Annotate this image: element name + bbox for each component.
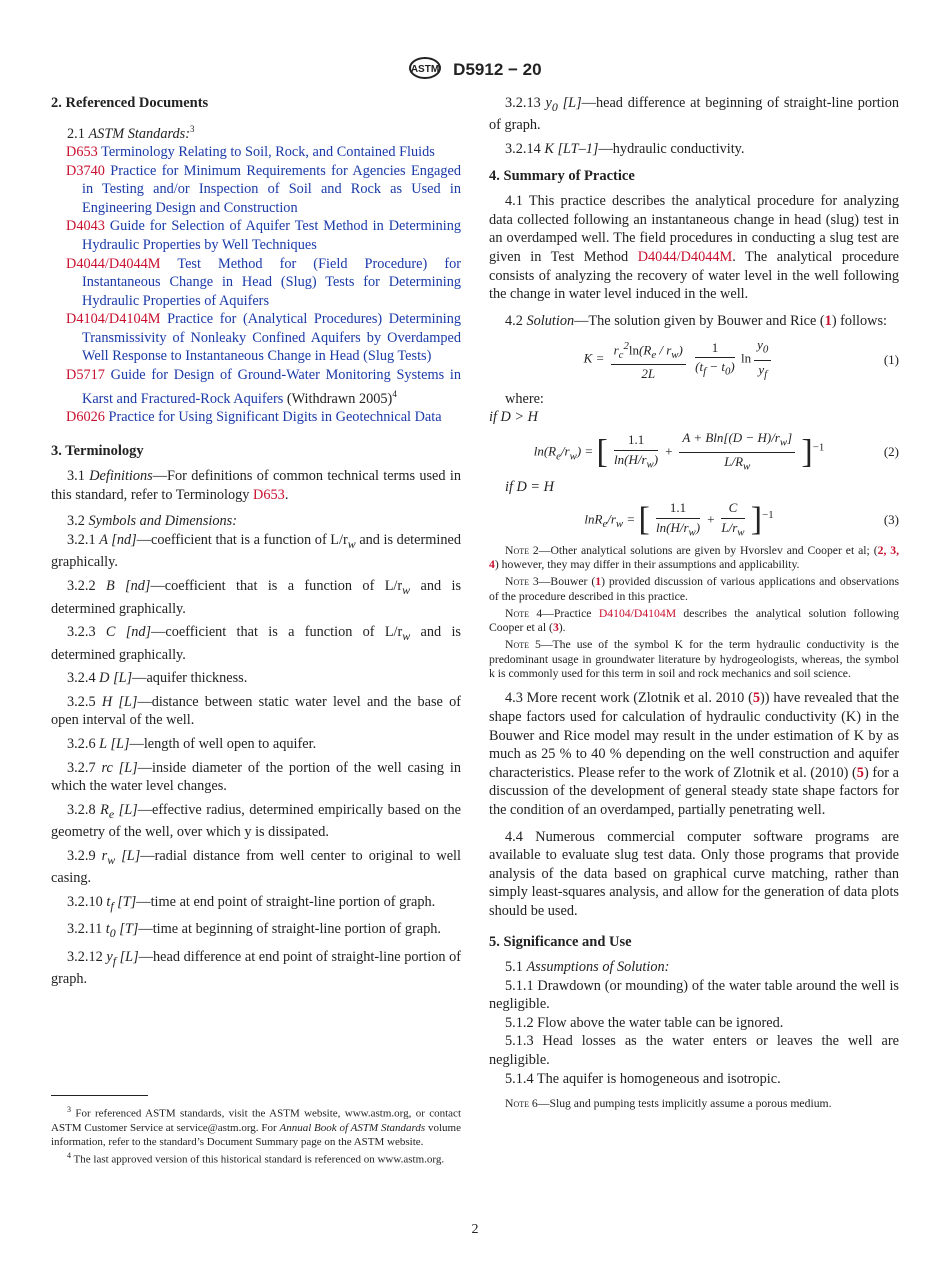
paragraph-3-1: 3.1 Definitions—For definitions of common technical terms used in this standard, refer to Terminology D653.	[51, 468, 461, 503]
term-list-continued	[489, 94, 899, 159]
term-symbol-sub: w	[107, 852, 116, 867]
paragraph-5-1-4: 5.1.4 The aquifer is homogeneous and isotropic.	[505, 1070, 781, 1087]
term-symbol: L [L]	[99, 735, 130, 752]
term-definition	[489, 94, 899, 135]
reference-title[interactable]: Practice for (Analytical Procedures) Determining Transmissivity of Nonleaky Confined Aquifers by Overdamped Well Response to Instantaneous Change in Head (Slug Tests)	[82, 311, 461, 365]
reference-title[interactable]: Guide for Selection of Aquifer Test Method in Determining Hydraulic Properties by Well Techniques	[82, 218, 461, 253]
note-citation[interactable]: 2, 3, 4	[489, 543, 900, 571]
term-definition	[51, 893, 461, 915]
term-symbol: K [LT–1]	[544, 141, 599, 158]
reference-item	[51, 366, 461, 408]
paragraph-5-1: 5.1 Assumptions of Solution:	[505, 959, 670, 976]
reference-item	[51, 255, 461, 311]
term-symbol: t	[106, 893, 111, 910]
reference-list	[51, 143, 461, 427]
term-unit: [L]	[557, 95, 582, 111]
equation-3: $\ln R_e/r_w$ = [ $\frac{1.1}{\ln(H/r_w)}$ + $\frac{C}{L/r_w}$ ]$^{-1}$ (3)	[584, 499, 899, 539]
citation-5b[interactable]: 5	[856, 764, 864, 781]
note-text: ) provided discussion of various applications and observations of the procedure described in this practice.	[489, 575, 899, 603]
term-definition	[51, 623, 461, 664]
term-text: —effective radius, determined empirically based on the geometry of the well, over which y is dissipated.	[51, 801, 461, 841]
reference-footnote-mark: 4	[392, 388, 397, 399]
footnote-4: $^4$ The last approved version of this historical standard is referenced on www.astm.org.	[67, 1150, 445, 1166]
reference-code[interactable]: D5717	[66, 367, 105, 384]
term-definition	[489, 140, 899, 159]
term-symbol-sub: f	[110, 898, 114, 913]
term-definition	[51, 577, 461, 618]
term-text: —head difference at beginning of straight-line portion of graph.	[489, 95, 899, 134]
term-text: —inside diameter of the portion of the well casing in which the water level changes.	[51, 759, 461, 795]
term-text: —radial distance from well center to original to well casing.	[51, 847, 461, 887]
term-tail: and is determined graphically.	[51, 624, 461, 663]
term-unit: [L]	[116, 948, 139, 965]
note-text: —The use of the symbol K for the term hydraulic conductivity is the predominant usage in groundwater literature by hydrogeologists, whereas, the symbol k is commonly used for this term in soil and rock mechanics and soil science.	[489, 638, 899, 681]
term-definition	[51, 948, 461, 989]
paragraph-5-1-1: 5.1.1 Drawdown (or mounding) of the water table around the well is negligible.	[489, 977, 899, 1013]
term-symbol: H [L]	[101, 693, 138, 710]
note-citation[interactable]: 1	[595, 575, 602, 589]
page-header	[0, 56, 950, 85]
reference-item	[51, 217, 461, 254]
term-text-sub: w	[402, 628, 411, 643]
term-definition	[51, 531, 461, 572]
term-symbol-sub: f	[112, 953, 117, 968]
link-d4044[interactable]: D4044/D4044M	[637, 249, 733, 266]
left-column	[51, 94, 461, 994]
term-text: —time at beginning of straight-line portion of graph.	[138, 921, 441, 938]
condition-1: if D > H	[489, 409, 538, 426]
reference-code[interactable]: D3740	[66, 162, 105, 179]
document-id: D5912 − 20	[453, 59, 542, 79]
term-symbol-sub: 0	[109, 926, 116, 941]
term-text: —hydraulic conductivity.	[598, 141, 745, 158]
term-symbol: C [nd]	[105, 624, 152, 641]
paragraph-4-3: 4.3 More recent work (Zlotnik et al. 2010 (5)) have revealed that the shape factors used for calculation of hydraulic conductivity (K) in the Bouwer and Rice model may result in the under estimation of K by as much as 25 % to 40 % depending on the well construction and aquifer characteristics. Please refer to the work of Zlotnik et al. (2010) (5) for a discussion of the development of general steady state shape factors for the condition of an overdamped, partially penetrating well.	[489, 690, 900, 818]
term-number: 3.2.4	[67, 670, 100, 687]
term-list	[51, 531, 461, 989]
term-symbol: rc [L]	[101, 759, 138, 776]
term-unit: [L]	[114, 801, 138, 818]
note-label: Note	[505, 638, 529, 652]
term-text-sub: w	[402, 582, 411, 597]
equation-1: K = $\frac{r_c^2\ln(R_e / r_w)}{2L}$ $\frac{1}{(t_f - t_0)}$ ln $\frac{y_0}{y_f}$ (1)	[489, 336, 899, 383]
note-text: —Bouwer (	[538, 575, 596, 589]
term-number: 3.2.9	[67, 847, 102, 864]
term-number: 3.2.13	[505, 95, 546, 111]
section-3-heading: 3. Terminology	[51, 442, 144, 459]
term-text: —time at end point of straight-line portion of graph.	[136, 893, 436, 910]
note-item	[489, 544, 899, 573]
term-symbol: y	[106, 948, 113, 965]
equation-2: $\ln(R_e/r_w)$ = [ $\frac{1.1}{\ln(H/r_w)}$ + $\frac{A + Bln[(D - H)/r_w]}{L/R_w}$ ]$^{-1}$ (2)	[533, 429, 899, 473]
term-definition	[51, 920, 461, 942]
paragraph-5-1-3: 5.1.3 Head losses as the water enters or leaves the well are negligible.	[489, 1033, 899, 1069]
paragraph-5-1-2: 5.1.2 Flow above the water table can be ignored.	[505, 1014, 784, 1031]
note-label: Note	[505, 543, 529, 557]
term-number: 3.2.1	[67, 532, 100, 548]
astm-standards-label: 2.1 ASTM Standards:$^3$	[67, 123, 195, 142]
term-unit: [L]	[115, 847, 141, 864]
where-label: where:	[505, 390, 544, 407]
term-text: —distance between static water level and the base of open interval of the well.	[51, 693, 462, 729]
reference-title[interactable]: Guide for Design of Ground-Water Monitoring Systems in Karst and Fractured-Rock Aquifers	[82, 367, 461, 407]
note-6: Note 6—Slug and pumping tests implicitly assume a porous medium.	[505, 1097, 832, 1111]
note-text: —Other analytical solutions are given by Hvorslev and Cooper et al; (	[538, 543, 878, 557]
term-text: —coefficient that is a function of L/r	[150, 578, 403, 595]
reference-code[interactable]: D4043	[66, 218, 105, 235]
page-number: 2	[471, 1222, 479, 1237]
term-definition	[51, 735, 461, 754]
note-number: 3	[529, 575, 539, 589]
reference-extra: (Withdrawn 2005)	[283, 390, 393, 407]
term-text: —coefficient that is a function of L/r	[136, 532, 348, 548]
note-item	[489, 638, 899, 681]
term-unit: [T]	[113, 893, 137, 910]
note-number: 5	[529, 638, 541, 652]
term-unit: [T]	[115, 921, 139, 938]
term-definition	[51, 847, 461, 888]
section-4-heading: 4. Summary of Practice	[489, 167, 635, 184]
term-definition	[51, 669, 461, 688]
term-number: 3.2.8	[67, 801, 101, 818]
note-number: 4	[529, 606, 543, 620]
astm-logo-icon	[408, 56, 442, 85]
term-text: —head difference at end point of straight-line portion of graph.	[51, 948, 461, 988]
citation-5[interactable]: 5	[752, 690, 761, 707]
section-2-heading: 2. Referenced Documents	[51, 95, 209, 111]
right-column	[489, 94, 899, 1115]
term-symbol: R	[100, 801, 109, 818]
reference-title[interactable]: Terminology Relating to Soil, Rock, and Contained Fluids	[97, 143, 435, 160]
reference-item	[51, 408, 461, 427]
paragraph-4-1: 4.1 This practice describes the analytical procedure for analyzing data collected following an instantaneous change in head (slug) test in an overdamped well. The field procedures in conducting a slug test are given in Test Method D4044/D4044M. The analytical procedure consists of analyzing the recovery of water level in the well following the change in water level induced in the well.	[489, 193, 899, 303]
reference-code[interactable]: D4044/D4044M	[66, 255, 161, 272]
condition-2: if D = H	[505, 479, 554, 496]
note-link[interactable]: D4104/D4104M	[598, 606, 677, 620]
term-tail: and is determined graphically.	[51, 532, 461, 571]
term-text: —aquifer thickness.	[132, 670, 248, 687]
reference-item	[51, 143, 461, 162]
reference-item	[51, 162, 461, 218]
reference-title[interactable]: Practice for Using Significant Digits in Geotechnical Data	[104, 409, 442, 426]
note-item	[489, 575, 899, 604]
reference-title[interactable]: Test Method for (Field Procedure) for Instantaneous Change in Head (Slug) Tests for Determining Hydraulic Properties of Aquifers	[82, 255, 461, 309]
link-d653[interactable]: D653	[253, 486, 285, 503]
footnote-rule	[51, 1095, 148, 1096]
paragraph-4-2: 4.2 Solution—The solution given by Bouwer and Rice (1) follows:	[505, 312, 888, 329]
term-number: 3.2.2	[67, 578, 106, 595]
term-symbol-sub: 0	[551, 99, 558, 114]
term-symbol: t	[105, 921, 110, 938]
note-citation[interactable]: 3	[552, 621, 559, 635]
term-symbol: y	[545, 95, 552, 111]
equation-1-number: (1)	[883, 351, 899, 367]
term-definition	[51, 693, 461, 730]
term-symbol: A [nd]	[99, 532, 137, 548]
equation-2-number: (2)	[883, 444, 899, 460]
note-text: describes the analytical solution following Cooper et al (	[489, 606, 900, 635]
reference-item	[51, 310, 461, 366]
note-text: ).	[558, 621, 566, 635]
equation-3-number: (3)	[883, 512, 899, 528]
reference-code[interactable]: D6026	[66, 409, 105, 426]
svg-text:ASTM: ASTM	[411, 64, 440, 75]
footnotes	[51, 1103, 461, 1166]
section-5-heading: 5. Significance and Use	[489, 933, 632, 950]
note-label: Note	[505, 575, 529, 589]
note-item	[489, 607, 899, 636]
note-text: —Practice	[542, 606, 599, 620]
term-number: 3.2.14	[505, 141, 545, 158]
term-tail: and is determined graphically.	[51, 578, 462, 617]
term-symbol: r	[101, 847, 108, 864]
term-number: 3.2.3	[67, 624, 106, 641]
reference-code[interactable]: D4104/D4104M	[66, 311, 161, 328]
reference-code[interactable]: D653	[66, 143, 98, 160]
reference-title[interactable]: Practice for Minimum Requirements for Agencies Engaged in Testing and/or Inspection of Soil and Rock as Used in Engineering Design and Construction	[82, 162, 461, 216]
term-definition	[51, 759, 461, 796]
term-definition	[51, 801, 461, 842]
term-number: 3.2.11	[67, 921, 106, 938]
term-text: —coefficient that is a function of L/r	[151, 624, 403, 641]
term-symbol: D [L]	[99, 670, 133, 687]
term-number: 3.2.5	[67, 693, 102, 710]
paragraph-4-4: 4.4 Numerous commercial computer software programs are available to evaluate slug test data. Only those programs that provide analysis of the data based on graphical curve matching, rather than simply least-squares analysis, and allow for the generation of data plots should be used.	[489, 828, 899, 919]
footnote-3: $^3$ For referenced ASTM standards, visit the ASTM website, www.astm.org, or contact ASTM Customer Service at service@astm.org. For Annual Book of ASTM Standards volume information, refer to the standard’s Document Summary page on the ASTM website.	[51, 1105, 461, 1148]
term-symbol: B [nd]	[105, 578, 151, 595]
note-number: 2	[529, 543, 539, 557]
term-symbol-sub: e	[108, 806, 115, 821]
term-number: 3.2.10	[67, 893, 107, 910]
term-number: 3.2.7	[67, 759, 102, 776]
note-label: Note	[505, 606, 529, 620]
term-number: 3.2.12	[67, 948, 107, 965]
term-number: 3.2.6	[67, 735, 100, 752]
term-text-sub: w	[347, 536, 356, 551]
citation-1[interactable]: 1	[824, 312, 832, 329]
note-list	[489, 544, 899, 682]
note-text: ) however, they may differ in their assumptions and applicability.	[494, 558, 800, 571]
term-text: —length of well open to aquifer.	[129, 735, 317, 752]
paragraph-3-2: 3.2 Symbols and Dimensions:	[67, 513, 237, 530]
